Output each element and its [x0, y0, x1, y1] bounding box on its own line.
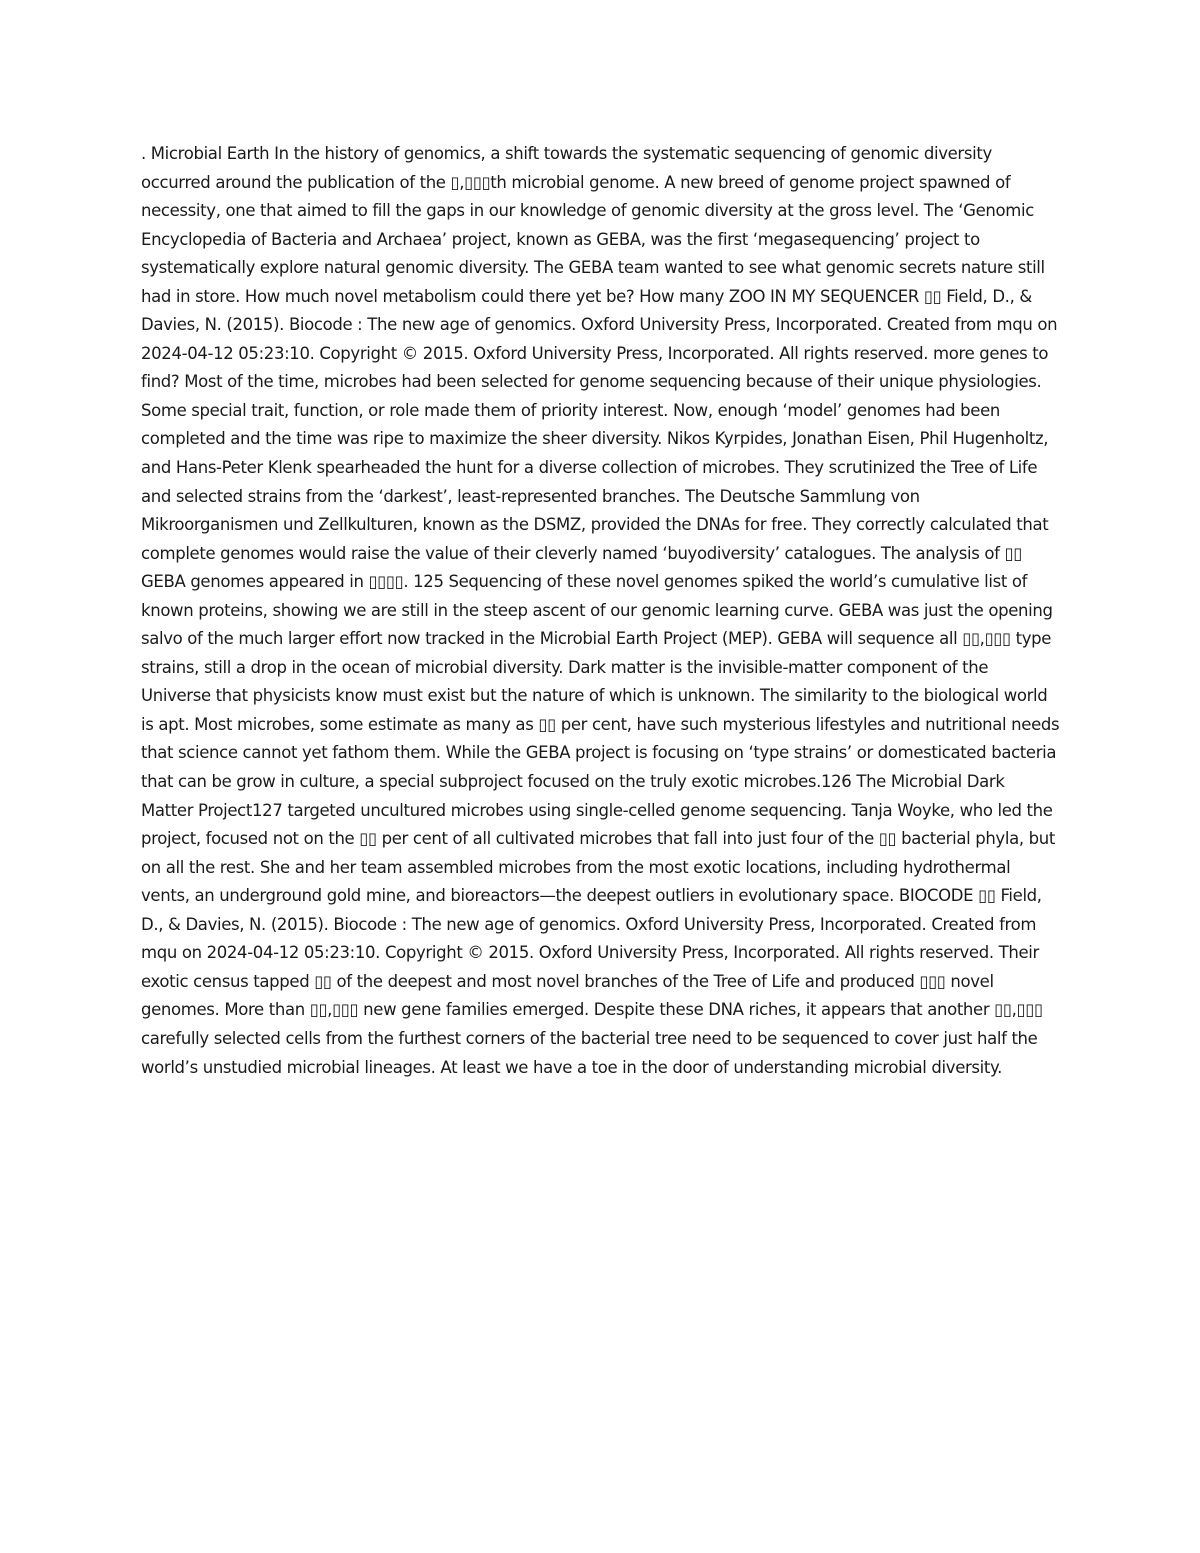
body-paragraph: . Microbial Earth In the history of genomics, a shift towards the systematic sequencing of genomic diversity occurred around the publication of the ▯,▯▯▯th microbial genome. A new breed of genome project spawned of necessity, one that aimed to fill the gaps in our knowledge of genomic diversity at the gross level. The ‘Genomic Encyclopedia of Bacteria and Archaea’ project, known as GEBA, was the first ‘megasequencing’ project to systematically explore natural genomic diversity. The GEBA team wanted to see what genomic secrets nature still had in store. How much novel metabolism could there yet be? How many ZOO IN MY SEQUENCER ▯▯ Field, D., & Davies, N. (2015). Biocode : The new age of genomics. Oxford University Press, Incorporated. Created from mqu on 2024-04-12 05:23:10. Copyright © 2015. Oxford University Press, Incorporated. All rights reserved. more genes to find? Most of the time, microbes had been selected for genome sequencing because of their unique physiologies. Some special trait, function, or role made them of priority interest. Now, enough ‘model’ genomes had been completed and the time was ripe to maximize the sheer diversity. Nikos Kyrpides, Jonathan Eisen, Phil Hugenholtz, and Hans-Peter Klenk spearheaded the hunt for a diverse collection of microbes. They scrutinized the Tree of Life and selected strains from the ‘darkest’, least-represented branches. The Deutsche Sammlung von Mikroorganismen und Zellkulturen, known as the DSMZ, provided the DNAs for free. They correctly calculated that complete genomes would raise the value of their cleverly named ‘buyodiversity’ catalogues. The analysis of ▯▯ GEBA genomes appeared in ▯▯▯▯. 125 Sequencing of these novel genomes spiked the world’s cumulative list of known proteins, showing we are still in the steep ascent of our genomic learning curve. GEBA was just the opening salvo of the much larger effort now tracked in the Microbial Earth Project (MEP). GEBA will sequence all ▯▯,▯▯▯ type strains, still a drop in the ocean of microbial diversity. Dark matter is the invisible-matter component of the Universe that physicists know must exist but the nature of which is unknown. The similarity to the biological world is apt. Most microbes, some estimate as many as ▯▯ per cent, have such mysterious lifestyles and nutritional needs that science cannot yet fathom them. While the GEBA project is focusing on ‘type strains’ or domesticated bacteria that can be grow in culture, a special subproject focused on the truly exotic microbes.126 The Microbial Dark Matter Project127 targeted uncultured microbes using single-celled genome sequencing. Tanja Woyke, who led the project, focused not on the ▯▯ per cent of all cultivated microbes that fall into just four of the ▯▯ bacterial phyla, but on all the rest. She and her team assembled microbes from the most exotic locations, including hydrothermal vents, an underground gold mine, and bioreactors—the deepest outliers in evolutionary space. BIOCODE ▯▯ Field, D., & Davies, N. (2015). Biocode : The new age of genomics. Oxford University Press, Incorporated. Created from mqu on 2024-04-12 05:23:10. Copyright © 2015. Oxford University Press, Incorporated. All rights reserved. Their exotic census tapped ▯▯ of the deepest and most novel branches of the Tree of Life and produced ▯▯▯ novel genomes. More than ▯▯,▯▯▯ new gene families emerged. Despite these DNA riches, it appears that another ▯▯,▯▯▯ carefully selected cells from the furthest corners of the bacterial tree need to be sequenced to cover just half the world’s unstudied microbial lineages. At least we have a toe in the door of understanding microbial diversity.	[141, 144, 1060, 1077]
